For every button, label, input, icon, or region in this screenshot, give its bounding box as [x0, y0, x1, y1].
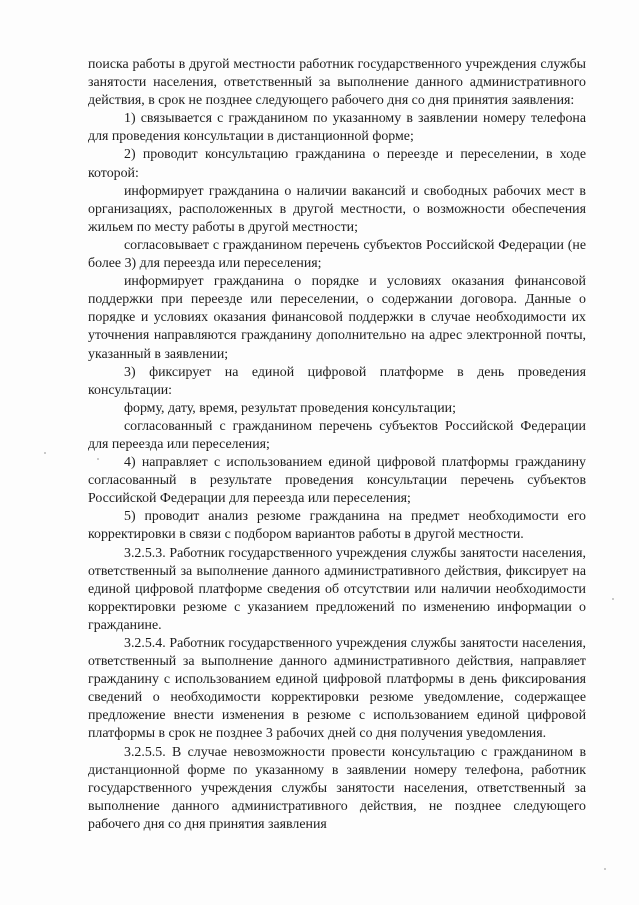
paragraph-section-3-2-5-5: 3.2.5.5. В случае невозможности провести консультацию с гражданином в дистанционной форме по указанному в заявлении номеру телефона, работник государственного учреждения службы занятости населения, ответственный за выполнение данного административного действия, не позднее следующего рабочего дня со дня принятия заявления	[88, 744, 586, 832]
paragraph-section-3-2-5-4: 3.2.5.4. Работник государственного учреждения службы занятости населения, ответственный за выполнение данного административного действия, направляет гражданину с использованием единой цифровой платформы в день фиксирования сведений о необходимости корректировки резюме уведомление, содержащее предложение внести изменения в резюме с использованием единой цифровой платформы в срок не позднее 3 рабочих дней со дня получения уведомления.	[88, 636, 586, 742]
paragraph-inform-financial-support: информирует гражданина о порядке и условиях оказания финансовой поддержки при переезде или переселении, о содержании договора. Данные о порядке и условиях оказания финансовой поддержки в случае необходимости их уточнения направляются гражданину дополнительно на адрес электронной почты, указанный в заявлении;	[88, 274, 586, 362]
scan-speck	[44, 452, 46, 454]
paragraph-inform-vacancies: информирует гражданина о наличии вакансий и свободных рабочих мест в организациях, расположенных в другой местности, о возможности обеспечения жильем по месту работы в другой местности;	[88, 183, 586, 235]
scan-speck	[97, 458, 99, 460]
scan-speck	[612, 598, 614, 600]
paragraph-item-2: 2) проводит консультацию гражданина о переезде и переселении, в ходе которой:	[88, 147, 586, 181]
paragraph-agreed-regions-list: согласованный с гражданином перечень субъектов Российской Федерации для переезда или переселения;	[88, 418, 586, 452]
paragraph-intro-continuation: поиска работы в другой местности работник государственного учреждения службы занятости населения, ответственный за выполнение данного административного действия, в срок не позднее следующего рабочего дня со дня принятия заявления:	[88, 57, 586, 109]
scan-speck	[604, 868, 606, 870]
paragraph-item-5: 5) проводит анализ резюме гражданина на предмет необходимости его корректировки в связи с подбором вариантов работы в другой местности.	[88, 509, 586, 543]
paragraph-section-3-2-5-3: 3.2.5.3. Работник государственного учреждения службы занятости населения, ответственный за выполнение данного административного действия, фиксирует на единой цифровой платформе сведения об отсутствии или наличии необходимости корректировки резюме с указанием предложений по изменению информации о гражданине.	[88, 545, 586, 633]
paragraph-item-1: 1) связывается с гражданином по указанному в заявлении номеру телефона для проведения консультации в дистанционной форме;	[88, 111, 586, 145]
document-body	[88, 56, 586, 834]
paragraph-item-4: 4) направляет с использованием единой цифровой платформы гражданину согласованный в результате проведения консультации перечень субъектов Российской Федерации для переезда или переселения;	[88, 455, 586, 507]
paragraph-item-3: 3) фиксирует на единой цифровой платформе в день проведения консультации:	[88, 364, 586, 398]
paragraph-consultation-details: форму, дату, время, результат проведения консультации;	[124, 400, 456, 416]
paragraph-agree-regions: согласовывает с гражданином перечень субъектов Российской Федерации (не более 3) для переезда или переселения;	[88, 237, 586, 272]
